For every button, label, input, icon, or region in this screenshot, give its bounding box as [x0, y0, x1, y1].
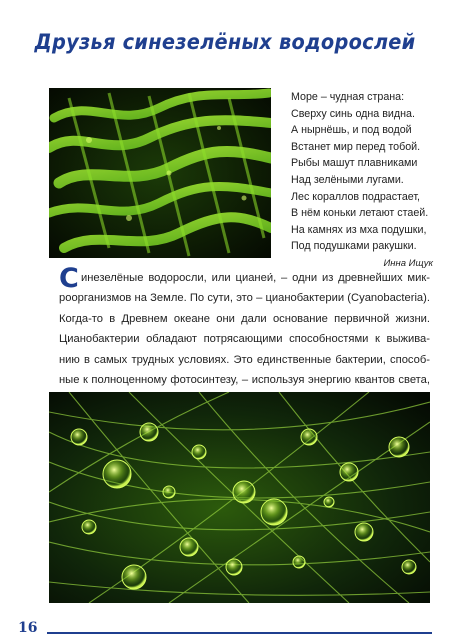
- poem-line: На камнях из мха подушки,: [291, 223, 427, 236]
- paragraph-line: инезелёные водоросли, или цианеи́, – одни из древнейших мик-: [81, 272, 430, 284]
- page-title: Друзья синезелёных водорослей: [34, 30, 416, 54]
- paragraph-line: нию в самых трудных условиях. Это единственные бактерии, способ-: [59, 353, 430, 366]
- poem-line: Сверху синь одна видна.: [291, 107, 415, 120]
- drop-cap: С: [59, 263, 79, 294]
- paragraph-first-line: [59, 263, 430, 294]
- paragraph-line: Цианобактерии обладают потрясающими способностями к выжива-: [59, 333, 430, 346]
- poem-line: Море – чудная страна:: [291, 91, 405, 103]
- poem-line: В нём коньки летают стаей.: [291, 207, 429, 220]
- poem-line: Встанет мир перед тобой.: [291, 140, 421, 153]
- poem-line: Под подушками ракушки.: [291, 240, 417, 253]
- poem-line: Над зелёными лугами.: [291, 173, 404, 186]
- poem-line: Лес кораллов подрастает,: [291, 190, 421, 203]
- paragraph-line: ные к полноценному фотосинтезу, – используя энергию квантов света,: [59, 374, 430, 387]
- paragraph-line: роорганизмов на Земле. По сути, это – цианобактерии (Cyanobacteria).: [59, 292, 430, 305]
- paragraph-line: Когда-то в Древнем океане они дали основание первичной жизни.: [59, 312, 430, 325]
- poem-line: А нырнёшь, и под водой: [291, 124, 412, 137]
- body-text: [59, 263, 430, 390]
- algae-filaments-photo: [49, 88, 271, 258]
- poem: [291, 89, 441, 273]
- algae-bubbles-photo: [49, 392, 430, 603]
- footer-rule: [47, 632, 432, 634]
- page-number: 16: [18, 620, 38, 636]
- poem-author: Инна Ищук: [383, 257, 433, 269]
- poem-line: Рыбы машут плавниками: [291, 157, 418, 170]
